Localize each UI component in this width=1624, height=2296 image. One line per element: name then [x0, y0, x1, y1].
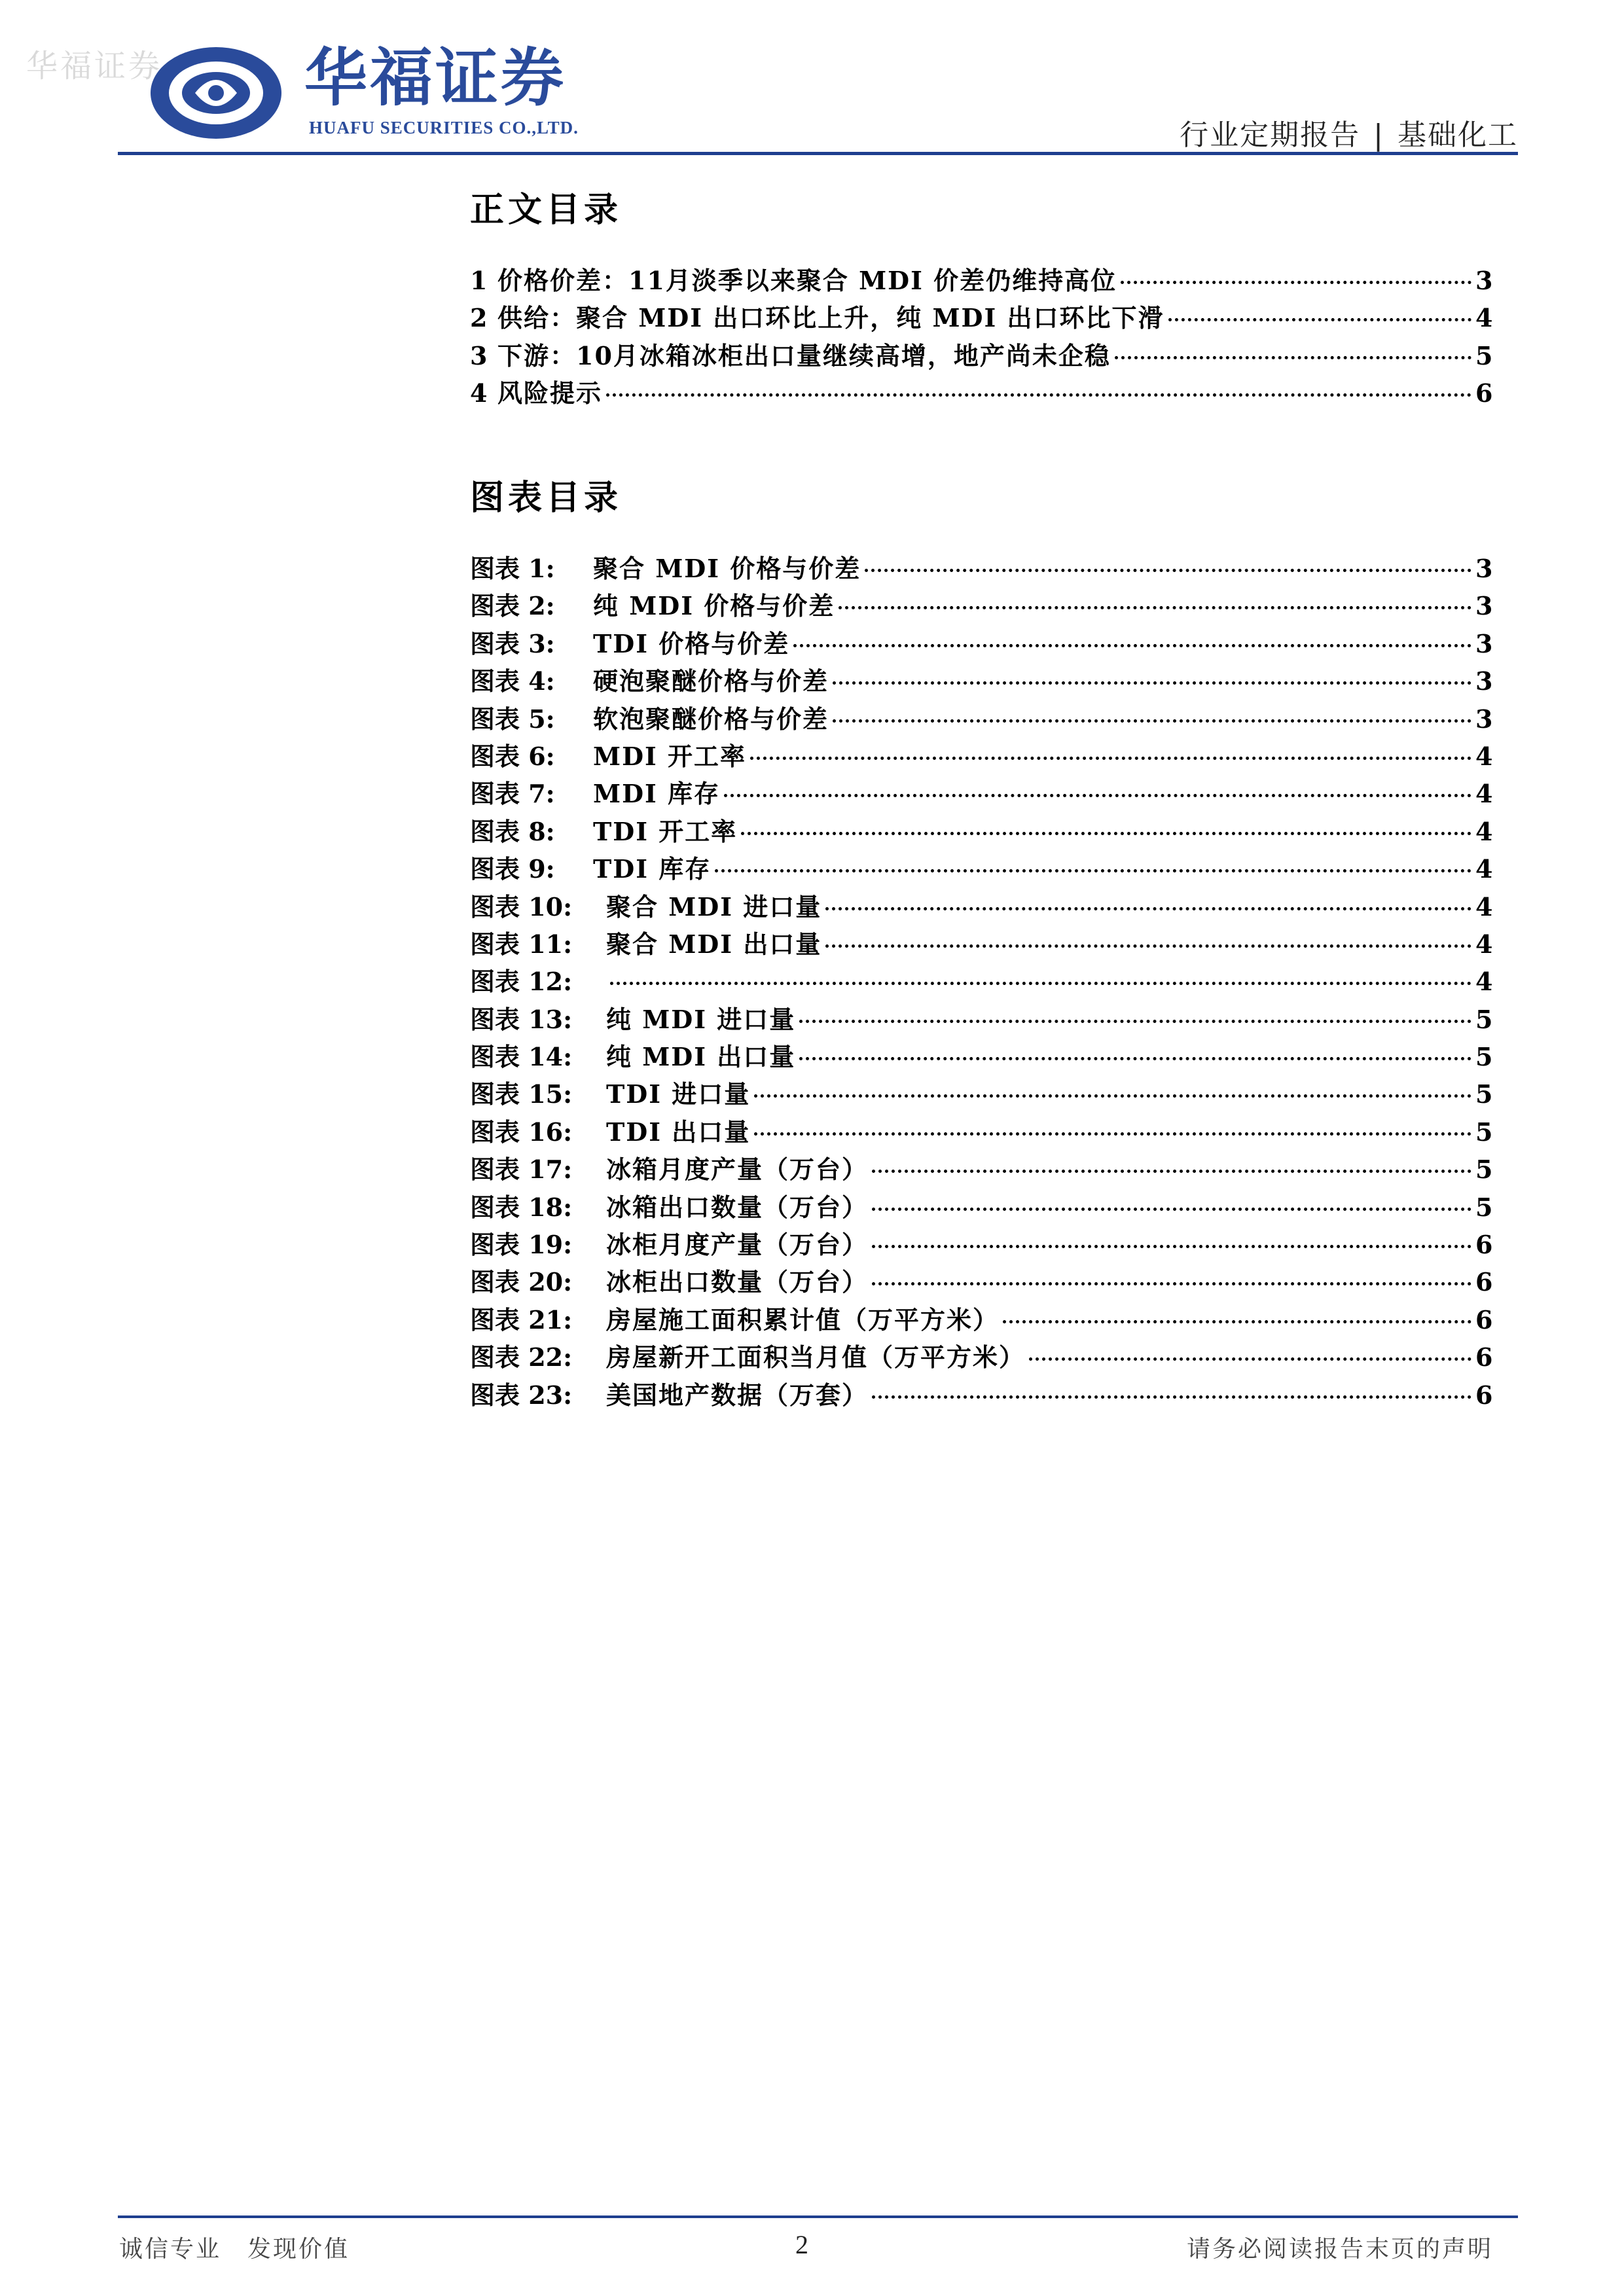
toc-item-page: 5 [1475, 340, 1493, 370]
figure-item-number: 图表 15: [470, 1079, 573, 1109]
leader-dots [872, 1170, 1471, 1173]
figure-item-text: 聚合 MDI 出口量 [606, 929, 822, 959]
figure-item-text: MDI 开工率 [593, 741, 747, 771]
figure-item-page: 4 [1475, 741, 1493, 771]
leader-dots [872, 1208, 1471, 1211]
leader-dots [741, 832, 1471, 835]
figure-item-number: 图表 10: [470, 891, 573, 922]
toc-item-page: 3 [1475, 266, 1493, 295]
leader-dots [610, 982, 1471, 985]
figure-item[interactable] [470, 736, 1491, 774]
toc-item-number: 2 [470, 303, 488, 333]
watermark: 华福证券 [26, 48, 163, 84]
footer-rule [118, 2215, 1518, 2218]
footer-slogan-1: 诚信专业 [119, 2236, 222, 2263]
figure-item-number: 图表 17: [470, 1155, 573, 1185]
figure-item-number: 图表 11: [470, 929, 573, 959]
company-logo [144, 41, 602, 145]
figure-item-number: 图表 9: [470, 854, 555, 884]
figure-item-number: 图表 4: [470, 666, 555, 696]
figure-item-text: TDI 开工率 [593, 816, 738, 846]
figure-item[interactable] [470, 999, 1491, 1037]
figure-item[interactable] [470, 1262, 1491, 1299]
figure-item-number: 图表 1: [470, 554, 555, 583]
leader-dots [750, 757, 1471, 760]
figure-item-text: 纯 MDI 价格与价差 [593, 591, 835, 621]
figure-item-number: 图表 20: [470, 1267, 573, 1297]
figure-item[interactable] [470, 1225, 1491, 1262]
figure-item-page: 5 [1475, 1117, 1493, 1147]
figure-item-page: 3 [1475, 666, 1493, 696]
figure-item-page: 3 [1475, 704, 1493, 734]
figure-item-text: 纯 MDI 出口量 [606, 1042, 796, 1072]
figure-item-number: 图表 7: [470, 779, 555, 809]
toc-item-text: 价格价差：11月淡季以来聚合 MDI 价差仍维持高位 [497, 266, 1117, 295]
figure-item-number: 图表 21: [470, 1304, 573, 1335]
leader-dots [825, 944, 1471, 948]
leader-dots [1168, 318, 1471, 321]
figure-item-number: 图表 14: [470, 1042, 573, 1072]
figure-item[interactable] [470, 961, 1491, 999]
figure-item-page: 3 [1475, 591, 1493, 621]
leader-dots [715, 869, 1471, 872]
figure-item[interactable] [470, 1187, 1491, 1225]
footer-slogan-2: 发现价值 [247, 2236, 350, 2263]
figure-item-page: 4 [1475, 779, 1493, 809]
figure-item-number: 图表 2: [470, 591, 555, 621]
figure-item[interactable] [470, 1149, 1491, 1187]
toc-item[interactable] [470, 298, 1491, 335]
figure-item[interactable] [470, 849, 1491, 886]
figure-item-text: 聚合 MDI 价格与价差 [593, 554, 861, 583]
toc-list [470, 260, 1491, 411]
figure-item-text: 房屋新开工面积当月值（万平方米） [606, 1342, 1026, 1372]
figure-item-text: 房屋施工面积累计值（万平方米） [606, 1304, 1000, 1335]
figure-item-number: 图表 6: [470, 741, 555, 771]
figure-item[interactable] [470, 1037, 1491, 1074]
figure-item-page: 6 [1475, 1230, 1493, 1260]
report-type: 行业定期报告 [1180, 118, 1361, 152]
figure-item[interactable] [470, 887, 1491, 924]
logo-emblem-icon [144, 41, 288, 145]
figure-item[interactable] [470, 1112, 1491, 1149]
figure-item[interactable] [470, 548, 1491, 586]
leader-dots [872, 1395, 1471, 1399]
leader-dots [833, 681, 1471, 685]
figure-item-page: 3 [1475, 628, 1493, 658]
leader-dots [799, 1020, 1471, 1023]
industry-label: 基础化工 [1398, 118, 1518, 152]
figure-item[interactable] [470, 1300, 1491, 1337]
toc-item-number: 4 [470, 378, 488, 408]
figure-item-page: 4 [1475, 967, 1493, 997]
leader-dots [825, 907, 1471, 910]
leader-dots [1029, 1357, 1471, 1361]
toc-item[interactable] [470, 336, 1491, 373]
figure-item-page: 4 [1475, 816, 1493, 846]
leader-dots [724, 794, 1471, 797]
leader-dots [754, 1094, 1471, 1098]
toc-item-page: 4 [1475, 303, 1493, 333]
toc-item-page: 6 [1475, 378, 1493, 408]
figure-item[interactable] [470, 774, 1491, 811]
figure-item-number: 图表 8: [470, 816, 555, 846]
leader-dots [1121, 281, 1471, 284]
figure-item-page: 5 [1475, 1004, 1493, 1034]
figure-item-text: 冰箱月度产量（万台） [606, 1155, 869, 1185]
leader-dots [754, 1132, 1471, 1136]
figure-item-text: 聚合 MDI 进口量 [606, 891, 822, 922]
leader-dots [793, 644, 1471, 647]
figure-item-page: 5 [1475, 1192, 1493, 1222]
leader-dots [872, 1245, 1471, 1248]
figure-item-page: 5 [1475, 1042, 1493, 1072]
figure-item-number: 图表 18: [470, 1192, 573, 1222]
figure-item[interactable] [470, 1074, 1491, 1111]
leader-dots [606, 393, 1471, 397]
figure-item-number: 图表 16: [470, 1117, 573, 1147]
figure-item-text: 美国地产数据（万套） [606, 1380, 869, 1410]
figure-item-page: 6 [1475, 1267, 1493, 1297]
footer-slogan [119, 2231, 350, 2264]
leader-dots [799, 1057, 1471, 1060]
figure-item-number: 图表 19: [470, 1230, 573, 1260]
leader-dots [839, 606, 1471, 609]
figures-title: 图表目录 [470, 478, 623, 518]
figure-item-number: 图表 13: [470, 1004, 573, 1034]
toc-item-number: 3 [470, 340, 488, 370]
figure-item[interactable] [470, 1375, 1491, 1412]
figure-item-page: 5 [1475, 1079, 1493, 1109]
page-number: 2 [795, 2230, 808, 2259]
figure-item-text: 纯 MDI 进口量 [606, 1004, 796, 1034]
header-rule [118, 152, 1518, 155]
figure-item-number: 图表 22: [470, 1342, 573, 1372]
figure-item-text: 硬泡聚醚价格与价差 [593, 666, 829, 696]
logo-name-en: HUAFU SECURITIES CO.,LTD. [309, 118, 579, 137]
figure-item-text: MDI 库存 [593, 779, 721, 809]
figure-item-text: TDI 价格与价差 [593, 628, 790, 658]
figure-item-text: TDI 出口量 [606, 1117, 751, 1147]
figure-item-text: TDI 库存 [593, 854, 712, 884]
leader-dots [865, 569, 1471, 572]
logo-name-cn: 华福证券 [304, 41, 566, 115]
figure-item-number: 图表 5: [470, 704, 555, 734]
figure-item-text: 冰箱出口数量（万台） [606, 1192, 869, 1222]
figure-item-page: 4 [1475, 854, 1493, 884]
figure-item-page: 6 [1475, 1304, 1493, 1335]
header-separator: | [1373, 118, 1384, 152]
header-category [1180, 111, 1518, 153]
toc-item-number: 1 [470, 266, 488, 295]
leader-dots [1003, 1320, 1471, 1323]
figure-item[interactable] [470, 699, 1491, 736]
figure-item-page: 4 [1475, 929, 1493, 959]
figure-item[interactable] [470, 924, 1491, 961]
figure-item-page: 4 [1475, 891, 1493, 922]
figures-list [470, 548, 1491, 1412]
toc-item[interactable] [470, 260, 1491, 298]
figure-item[interactable] [470, 586, 1491, 623]
footer-disclaimer: 请务必阅读报告末页的声明 [1186, 2236, 1493, 2263]
toc-title: 正文目录 [470, 190, 623, 230]
figure-item[interactable] [470, 624, 1491, 661]
leader-dots [1115, 356, 1471, 359]
figure-item-text: TDI 进口量 [606, 1079, 751, 1109]
toc-item-text: 风险提示 [497, 378, 603, 408]
figure-item-number: 图表 12: [470, 967, 573, 997]
toc-item-text: 供给：聚合 MDI 出口环比上升，纯 MDI 出口环比下滑 [497, 303, 1164, 333]
figure-item-page: 6 [1475, 1342, 1493, 1372]
figure-item-text: 冰柜出口数量（万台） [606, 1267, 869, 1297]
figure-item[interactable] [470, 1337, 1491, 1374]
figure-item[interactable] [470, 661, 1491, 698]
toc-item[interactable] [470, 373, 1491, 410]
figure-item-text: 软泡聚醚价格与价差 [593, 704, 829, 734]
leader-dots [872, 1282, 1471, 1285]
leader-dots [833, 719, 1471, 723]
figure-item-page: 6 [1475, 1380, 1493, 1410]
figure-item-number: 图表 23: [470, 1380, 573, 1410]
figure-item-text: 冰柜月度产量（万台） [606, 1230, 869, 1260]
figure-item[interactable] [470, 812, 1491, 849]
toc-item-text: 下游：10月冰箱冰柜出口量继续高增，地产尚未企稳 [497, 340, 1111, 370]
figure-item-page: 3 [1475, 554, 1493, 583]
figure-item-page: 5 [1475, 1155, 1493, 1185]
figure-item-number: 图表 3: [470, 628, 555, 658]
